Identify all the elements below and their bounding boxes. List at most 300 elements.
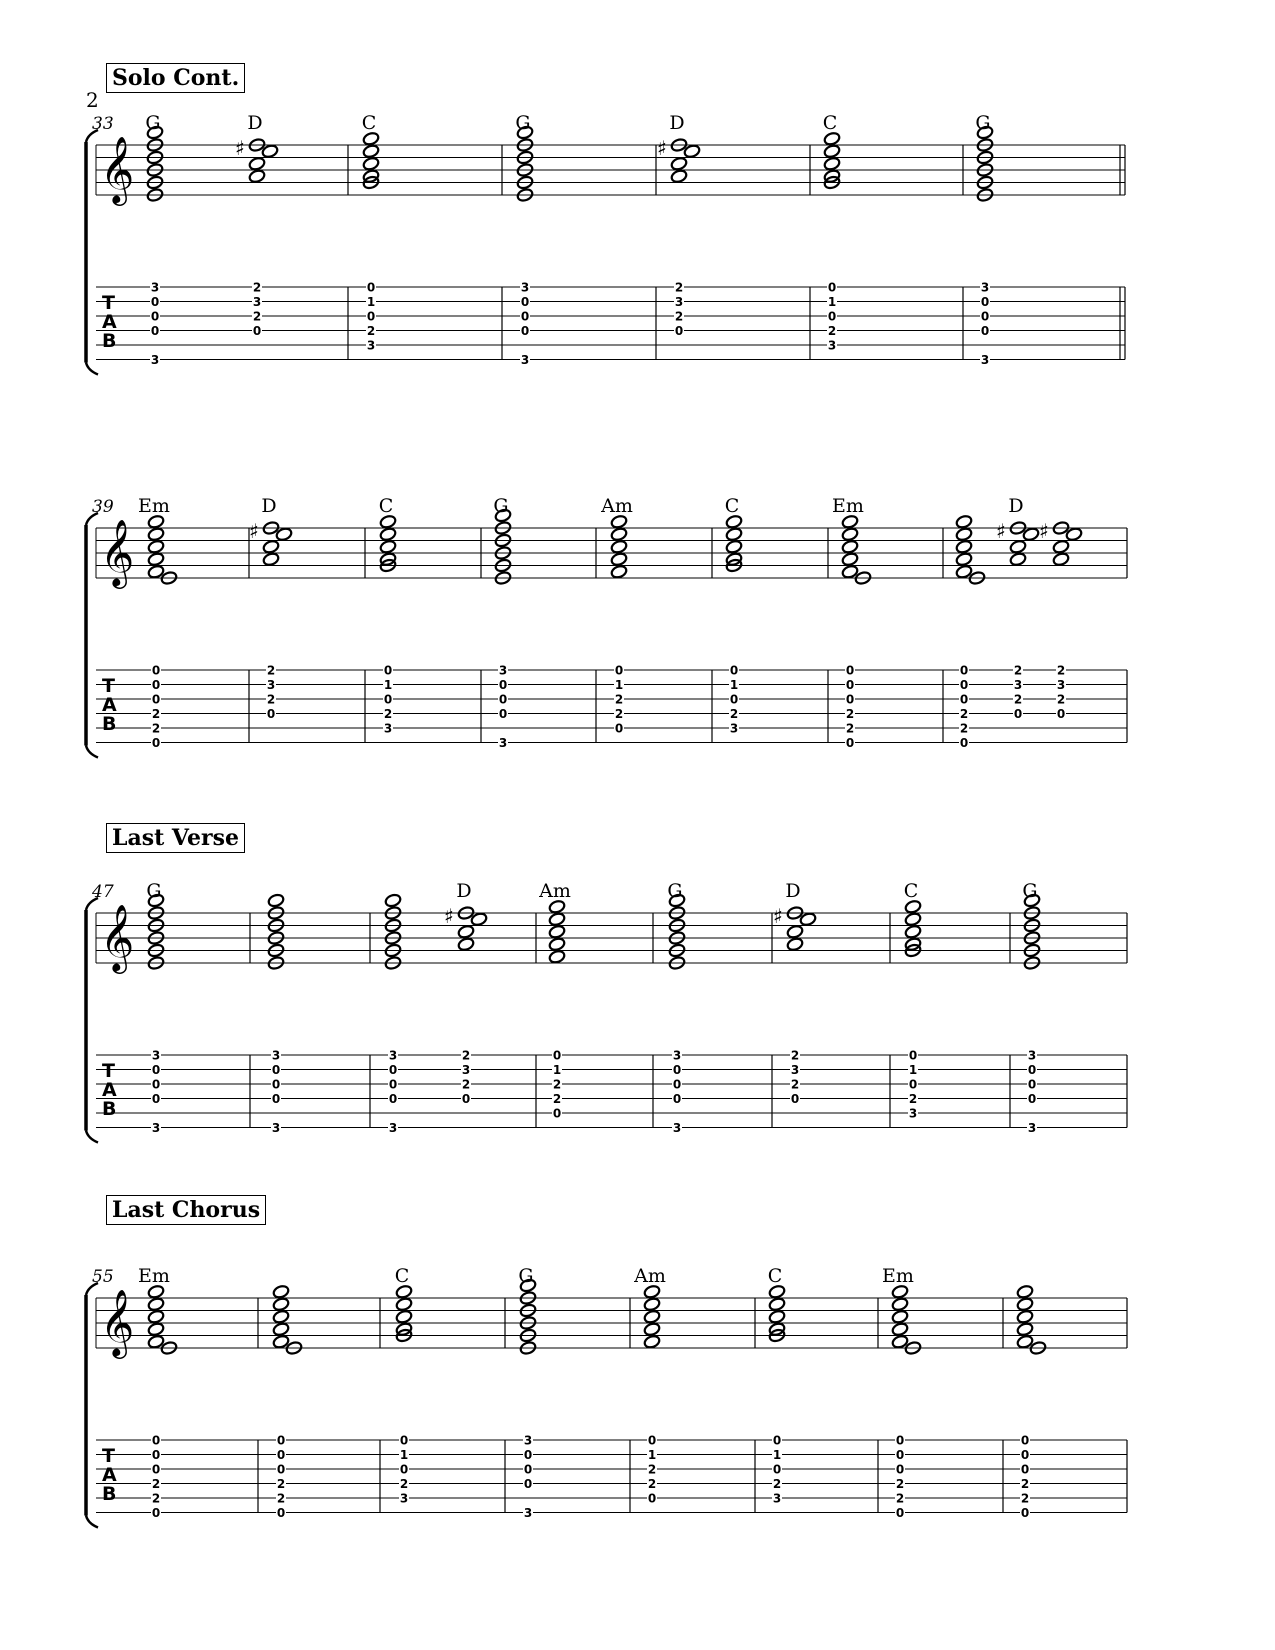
tab-fret: 0 — [845, 663, 855, 678]
notehead — [1016, 1322, 1034, 1337]
notehead — [768, 1297, 786, 1312]
tab-letter-t: T — [102, 292, 115, 314]
notehead — [823, 144, 841, 159]
chord-name: C — [767, 1265, 783, 1287]
system-47 — [86, 880, 1127, 1143]
notehead — [643, 1297, 661, 1312]
tab-fret: 3 — [150, 353, 160, 367]
tab-fret: 0 — [498, 678, 508, 692]
tab-fret: 0 — [959, 678, 969, 692]
tab-fret: 0 — [908, 1077, 918, 1092]
tab-fret: 0 — [674, 324, 684, 338]
tab-fret: 0 — [827, 309, 837, 324]
bracket-bottom-hook — [86, 1131, 98, 1143]
notehead — [955, 539, 973, 554]
tab-fret: 3 — [1056, 678, 1066, 692]
chord-name: C — [378, 495, 394, 517]
tab-fret: 0 — [895, 1433, 905, 1448]
tab-fret: 2 — [790, 1048, 800, 1063]
measure-number: 47 — [92, 882, 114, 902]
tab-letter-a: A — [102, 1079, 117, 1101]
notehead — [457, 937, 475, 952]
section-label-solo-cont: Solo Cont. — [106, 63, 245, 93]
tab-fret: 1 — [366, 295, 376, 309]
chord-name: Em — [138, 1265, 170, 1287]
tab-fret: 2 — [729, 707, 739, 721]
tab-fret: 2 — [151, 1491, 161, 1506]
notehead — [379, 527, 397, 542]
tab-fret: 2 — [959, 707, 969, 721]
tab-fret: 2 — [895, 1491, 905, 1506]
notehead — [955, 552, 973, 567]
tab-fret: 3 — [399, 1491, 409, 1506]
tab-fret: 0 — [980, 295, 990, 309]
notehead — [548, 937, 566, 952]
tab-fret: 3 — [151, 1121, 161, 1135]
chord-name: Am — [539, 880, 571, 902]
notehead — [548, 924, 566, 939]
notehead — [891, 1322, 909, 1337]
tab-fret: 2 — [614, 692, 624, 707]
chord-name: G — [493, 495, 509, 517]
measure-number: 39 — [92, 497, 114, 517]
tab-fret: 1 — [383, 678, 393, 692]
tab-fret: 0 — [383, 692, 393, 707]
tab-fret: 0 — [151, 1462, 161, 1477]
tab-fret: 0 — [151, 663, 161, 678]
notehead — [147, 552, 165, 567]
tab-fret: 0 — [827, 280, 837, 295]
system-33 — [86, 112, 1125, 375]
tab-fret: 0 — [790, 1092, 800, 1106]
tab-fret: 0 — [520, 295, 530, 309]
tab-fret: 0 — [388, 1077, 398, 1092]
tab-fret: 0 — [151, 1077, 161, 1092]
tab-fret: 0 — [498, 707, 508, 721]
notehead — [610, 527, 628, 542]
notehead — [643, 1309, 661, 1324]
notehead — [891, 1297, 909, 1312]
notehead — [841, 527, 859, 542]
notehead — [548, 912, 566, 927]
tab-fret: 3 — [1027, 1121, 1037, 1135]
notehead — [1016, 1297, 1034, 1312]
tab-fret: 3 — [366, 338, 376, 353]
tab-fret: 0 — [959, 663, 969, 678]
tab-fret: 3 — [729, 721, 739, 736]
tab-fret: 0 — [520, 324, 530, 338]
tab-fret: 0 — [276, 1448, 286, 1462]
system-39 — [86, 495, 1127, 758]
notehead — [841, 539, 859, 554]
tab-fret: 2 — [252, 280, 262, 295]
sharp-sign: ♯ — [773, 904, 783, 928]
chord-name: D — [785, 880, 801, 902]
chord-name: G — [518, 1265, 534, 1287]
tab-fret: 0 — [271, 1063, 281, 1077]
tab-fret: 0 — [1020, 1462, 1030, 1477]
tab-letter-t: T — [102, 1445, 115, 1467]
tab-fret: 3 — [772, 1491, 782, 1506]
notehead — [610, 552, 628, 567]
tab-fret: 3 — [523, 1433, 533, 1448]
tab-fret: 2 — [790, 1077, 800, 1092]
tab-fret: 0 — [151, 692, 161, 707]
notehead — [786, 924, 804, 939]
notehead — [643, 1334, 661, 1349]
tab-fret: 3 — [388, 1048, 398, 1063]
tab-fret: 2 — [399, 1477, 409, 1491]
chord-name: C — [822, 112, 838, 134]
tab-fret: 3 — [498, 663, 508, 678]
tab-fret: 0 — [1020, 1506, 1030, 1520]
tab-fret: 3 — [827, 338, 837, 353]
tab-fret: 2 — [1020, 1491, 1030, 1506]
section-label-last-verse: Last Verse — [106, 823, 245, 853]
bracket-bottom-hook — [86, 1516, 98, 1528]
tab-fret: 0 — [672, 1063, 682, 1077]
tab-fret: 0 — [1020, 1433, 1030, 1448]
bracket-bottom-hook — [86, 363, 98, 375]
tab-fret: 1 — [772, 1448, 782, 1462]
measure-number: 55 — [92, 1267, 114, 1287]
tab-fret: 0 — [523, 1448, 533, 1462]
tab-fret: 2 — [383, 707, 393, 721]
tab-fret: 0 — [1013, 707, 1023, 721]
tab-fret: 3 — [383, 721, 393, 736]
notehead — [248, 156, 266, 171]
tab-fret: 2 — [151, 707, 161, 721]
chord-name: C — [724, 495, 740, 517]
tab-letter-t: T — [102, 1060, 115, 1082]
tab-fret: 0 — [150, 324, 160, 338]
tab-fret: 2 — [1020, 1477, 1030, 1491]
tab-fret: 2 — [552, 1077, 562, 1092]
tab-fret: 3 — [790, 1063, 800, 1077]
tab-fret: 0 — [151, 1063, 161, 1077]
chord-name: G — [1022, 880, 1038, 902]
tab-fret: 3 — [150, 280, 160, 295]
notehead — [548, 949, 566, 964]
notehead — [786, 937, 804, 952]
notehead — [610, 564, 628, 579]
tab-fret: 2 — [266, 692, 276, 707]
tab-fret: 2 — [461, 1048, 471, 1063]
tab-fret: 3 — [271, 1048, 281, 1063]
chord-name: G — [146, 880, 162, 902]
notehead — [147, 527, 165, 542]
tab-fret: 0 — [388, 1063, 398, 1077]
tab-fret: 0 — [1027, 1063, 1037, 1077]
tab-fret: 0 — [276, 1506, 286, 1520]
sharp-sign: ♯ — [1039, 519, 1049, 543]
tab-fret: 0 — [151, 1448, 161, 1462]
tab-fret: 0 — [150, 309, 160, 324]
tab-fret: 2 — [151, 721, 161, 736]
notehead — [272, 1297, 290, 1312]
tab-fret: 0 — [647, 1433, 657, 1448]
tab-fret: 3 — [461, 1063, 471, 1077]
tab-fret: 3 — [672, 1048, 682, 1063]
page-number: 2 — [86, 88, 99, 112]
sharp-sign: ♯ — [444, 904, 454, 928]
notehead — [248, 169, 266, 184]
tab-fret: 1 — [729, 678, 739, 692]
notehead — [1016, 1284, 1034, 1299]
tab-fret: 0 — [1020, 1448, 1030, 1462]
tab-fret: 2 — [552, 1092, 562, 1106]
tab-fret: 2 — [276, 1491, 286, 1506]
tab-fret: 0 — [1056, 707, 1066, 721]
notehead — [725, 539, 743, 554]
tab-fret: 0 — [366, 280, 376, 295]
chord-name: C — [394, 1265, 410, 1287]
chord-name: Em — [882, 1265, 914, 1287]
notehead — [1052, 539, 1070, 554]
tab-fret: 0 — [552, 1048, 562, 1063]
tab-fret: 1 — [647, 1448, 657, 1462]
tab-fret: 0 — [729, 692, 739, 707]
sharp-sign: ♯ — [235, 136, 245, 160]
tab-fret: 0 — [845, 678, 855, 692]
tab-fret: 2 — [895, 1477, 905, 1491]
tab-fret: 2 — [908, 1092, 918, 1106]
notehead — [955, 527, 973, 542]
notehead — [395, 1297, 413, 1312]
system-55 — [86, 1265, 1127, 1528]
tab-letter-b: B — [102, 713, 117, 735]
notehead — [362, 156, 380, 171]
tab-fret: 0 — [461, 1092, 471, 1106]
notehead — [610, 539, 628, 554]
tab-fret: 0 — [647, 1491, 657, 1506]
notehead — [955, 514, 973, 529]
notehead — [670, 169, 688, 184]
tab-fret: 3 — [520, 353, 530, 367]
tab-fret: 2 — [252, 309, 262, 324]
tab-fret: 2 — [151, 1477, 161, 1491]
notehead — [457, 924, 475, 939]
tab-fret: 2 — [1013, 692, 1023, 707]
tab-fret: 3 — [523, 1506, 533, 1520]
notehead — [147, 1322, 165, 1337]
tab-fret: 3 — [672, 1121, 682, 1135]
tab-fret: 2 — [772, 1477, 782, 1491]
tab-fret: 0 — [1027, 1092, 1037, 1106]
tab-fret: 0 — [1027, 1077, 1037, 1092]
tab-fret: 2 — [1056, 692, 1066, 707]
tab-fret: 0 — [672, 1077, 682, 1092]
tab-fret: 3 — [388, 1121, 398, 1135]
notehead — [768, 1309, 786, 1324]
tab-fret: 2 — [674, 309, 684, 324]
tab-fret: 3 — [151, 1048, 161, 1063]
tab-fret: 0 — [959, 736, 969, 750]
tab-fret: 0 — [845, 736, 855, 750]
chord-name: G — [975, 112, 991, 134]
tab-letter-b: B — [102, 1483, 117, 1505]
chord-name: D — [669, 112, 685, 134]
tab-fret: 2 — [647, 1477, 657, 1491]
notehead — [272, 1322, 290, 1337]
tab-fret: 0 — [498, 692, 508, 707]
tab-fret: 2 — [461, 1077, 471, 1092]
tab-fret: 0 — [271, 1077, 281, 1092]
notehead — [823, 156, 841, 171]
treble-clef-icon: 𝄞 — [100, 518, 135, 586]
tab-fret: 0 — [895, 1506, 905, 1520]
tab-fret: 2 — [276, 1477, 286, 1491]
tab-fret: 0 — [383, 663, 393, 678]
notehead — [395, 1309, 413, 1324]
tab-fret: 0 — [151, 678, 161, 692]
chord-name: D — [1008, 495, 1024, 517]
tab-fret: 0 — [980, 309, 990, 324]
tab-fret: 2 — [959, 721, 969, 736]
treble-clef-icon: 𝄞 — [100, 135, 135, 203]
tab-fret: 3 — [1027, 1048, 1037, 1063]
tab-fret: 2 — [845, 721, 855, 736]
tab-fret: 2 — [266, 663, 276, 678]
notehead — [891, 1309, 909, 1324]
tab-fret: 0 — [980, 324, 990, 338]
notehead — [1009, 539, 1027, 554]
tab-fret: 0 — [399, 1433, 409, 1448]
sharp-sign: ♯ — [657, 136, 667, 160]
notehead — [904, 924, 922, 939]
notehead — [725, 527, 743, 542]
tab-fret: 0 — [276, 1462, 286, 1477]
tab-fret: 0 — [399, 1462, 409, 1477]
tab-fret: 0 — [908, 1048, 918, 1063]
chord-name: Am — [601, 495, 633, 517]
tab-fret: 0 — [845, 692, 855, 707]
notehead — [643, 1322, 661, 1337]
tab-fret: 0 — [271, 1092, 281, 1106]
notehead — [267, 893, 285, 908]
tab-fret: 0 — [523, 1462, 533, 1477]
notehead — [147, 1309, 165, 1324]
tab-fret: 0 — [772, 1462, 782, 1477]
tab-fret: 3 — [980, 280, 990, 295]
chord-name: Am — [634, 1265, 666, 1287]
tab-fret: 3 — [498, 736, 508, 750]
chord-name: G — [145, 112, 161, 134]
tab-fret: 0 — [772, 1433, 782, 1448]
tab-fret: 0 — [614, 721, 624, 736]
tab-fret: 0 — [276, 1433, 286, 1448]
treble-clef-icon: 𝄞 — [100, 1288, 135, 1356]
tab-fret: 1 — [908, 1063, 918, 1077]
tab-letter-b: B — [102, 1098, 117, 1120]
tab-fret: 0 — [959, 692, 969, 707]
chord-name: G — [667, 880, 683, 902]
chord-name: C — [361, 112, 377, 134]
tab-fret: 3 — [252, 295, 262, 309]
tab-fret: 2 — [827, 324, 837, 338]
tab-fret: 0 — [552, 1106, 562, 1121]
tab-fret: 0 — [151, 1433, 161, 1448]
chord-name: G — [515, 112, 531, 134]
tab-fret: 1 — [552, 1063, 562, 1077]
tab-fret: 0 — [388, 1092, 398, 1106]
notehead — [1009, 552, 1027, 567]
chord-name: Em — [138, 495, 170, 517]
tab-fret: 3 — [674, 295, 684, 309]
tab-letter-b: B — [102, 330, 117, 352]
notehead — [272, 1309, 290, 1324]
tab-fret: 1 — [614, 678, 624, 692]
tab-fret: 0 — [614, 663, 624, 678]
tab-fret: 0 — [729, 663, 739, 678]
tab-fret: 2 — [366, 324, 376, 338]
notehead — [147, 1297, 165, 1312]
tab-fret: 0 — [252, 324, 262, 338]
tab-fret: 2 — [674, 280, 684, 295]
chord-name: D — [247, 112, 263, 134]
treble-clef-icon: 𝄞 — [100, 903, 135, 971]
tab-fret: 0 — [895, 1448, 905, 1462]
chord-name: D — [261, 495, 277, 517]
tab-letter-t: T — [102, 675, 115, 697]
chord-name: C — [903, 880, 919, 902]
notehead — [362, 144, 380, 159]
tab-fret: 3 — [266, 678, 276, 692]
measure-number: 33 — [92, 114, 114, 134]
notehead — [272, 1284, 290, 1299]
sharp-sign: ♯ — [249, 519, 259, 543]
tab-fret: 0 — [672, 1092, 682, 1106]
tab-fret: 2 — [614, 707, 624, 721]
notehead — [670, 156, 688, 171]
notehead — [384, 893, 402, 908]
tab-fret: 0 — [523, 1477, 533, 1491]
tab-fret: 3 — [908, 1106, 918, 1121]
tab-fret: 2 — [845, 707, 855, 721]
notehead — [147, 539, 165, 554]
chord-name: D — [456, 880, 472, 902]
tab-fret: 3 — [520, 280, 530, 295]
notehead — [262, 539, 280, 554]
tab-fret: 3 — [1013, 678, 1023, 692]
tab-fret: 0 — [266, 707, 276, 721]
notehead — [904, 912, 922, 927]
tab-fret: 0 — [520, 309, 530, 324]
tab-fret: 2 — [647, 1462, 657, 1477]
tab-fret: 2 — [1013, 663, 1023, 678]
notehead — [1016, 1309, 1034, 1324]
chord-name: Em — [832, 495, 864, 517]
tab-fret: 0 — [366, 309, 376, 324]
notehead — [1052, 552, 1070, 567]
section-label-last-chorus: Last Chorus — [106, 1195, 266, 1225]
notehead — [262, 552, 280, 567]
tab-letter-a: A — [102, 1464, 117, 1486]
tab-fret: 3 — [271, 1121, 281, 1135]
tab-fret: 3 — [980, 353, 990, 367]
tab-fret: 0 — [151, 736, 161, 750]
notehead — [841, 552, 859, 567]
tab-fret: 0 — [150, 295, 160, 309]
tab-fret: 0 — [895, 1462, 905, 1477]
tab-letter-a: A — [102, 311, 117, 333]
tab-fret: 0 — [151, 1506, 161, 1520]
bracket-bottom-hook — [86, 746, 98, 758]
notehead — [379, 539, 397, 554]
sharp-sign: ♯ — [996, 519, 1006, 543]
tab-fret: 0 — [151, 1092, 161, 1106]
tab-fret: 1 — [827, 295, 837, 309]
